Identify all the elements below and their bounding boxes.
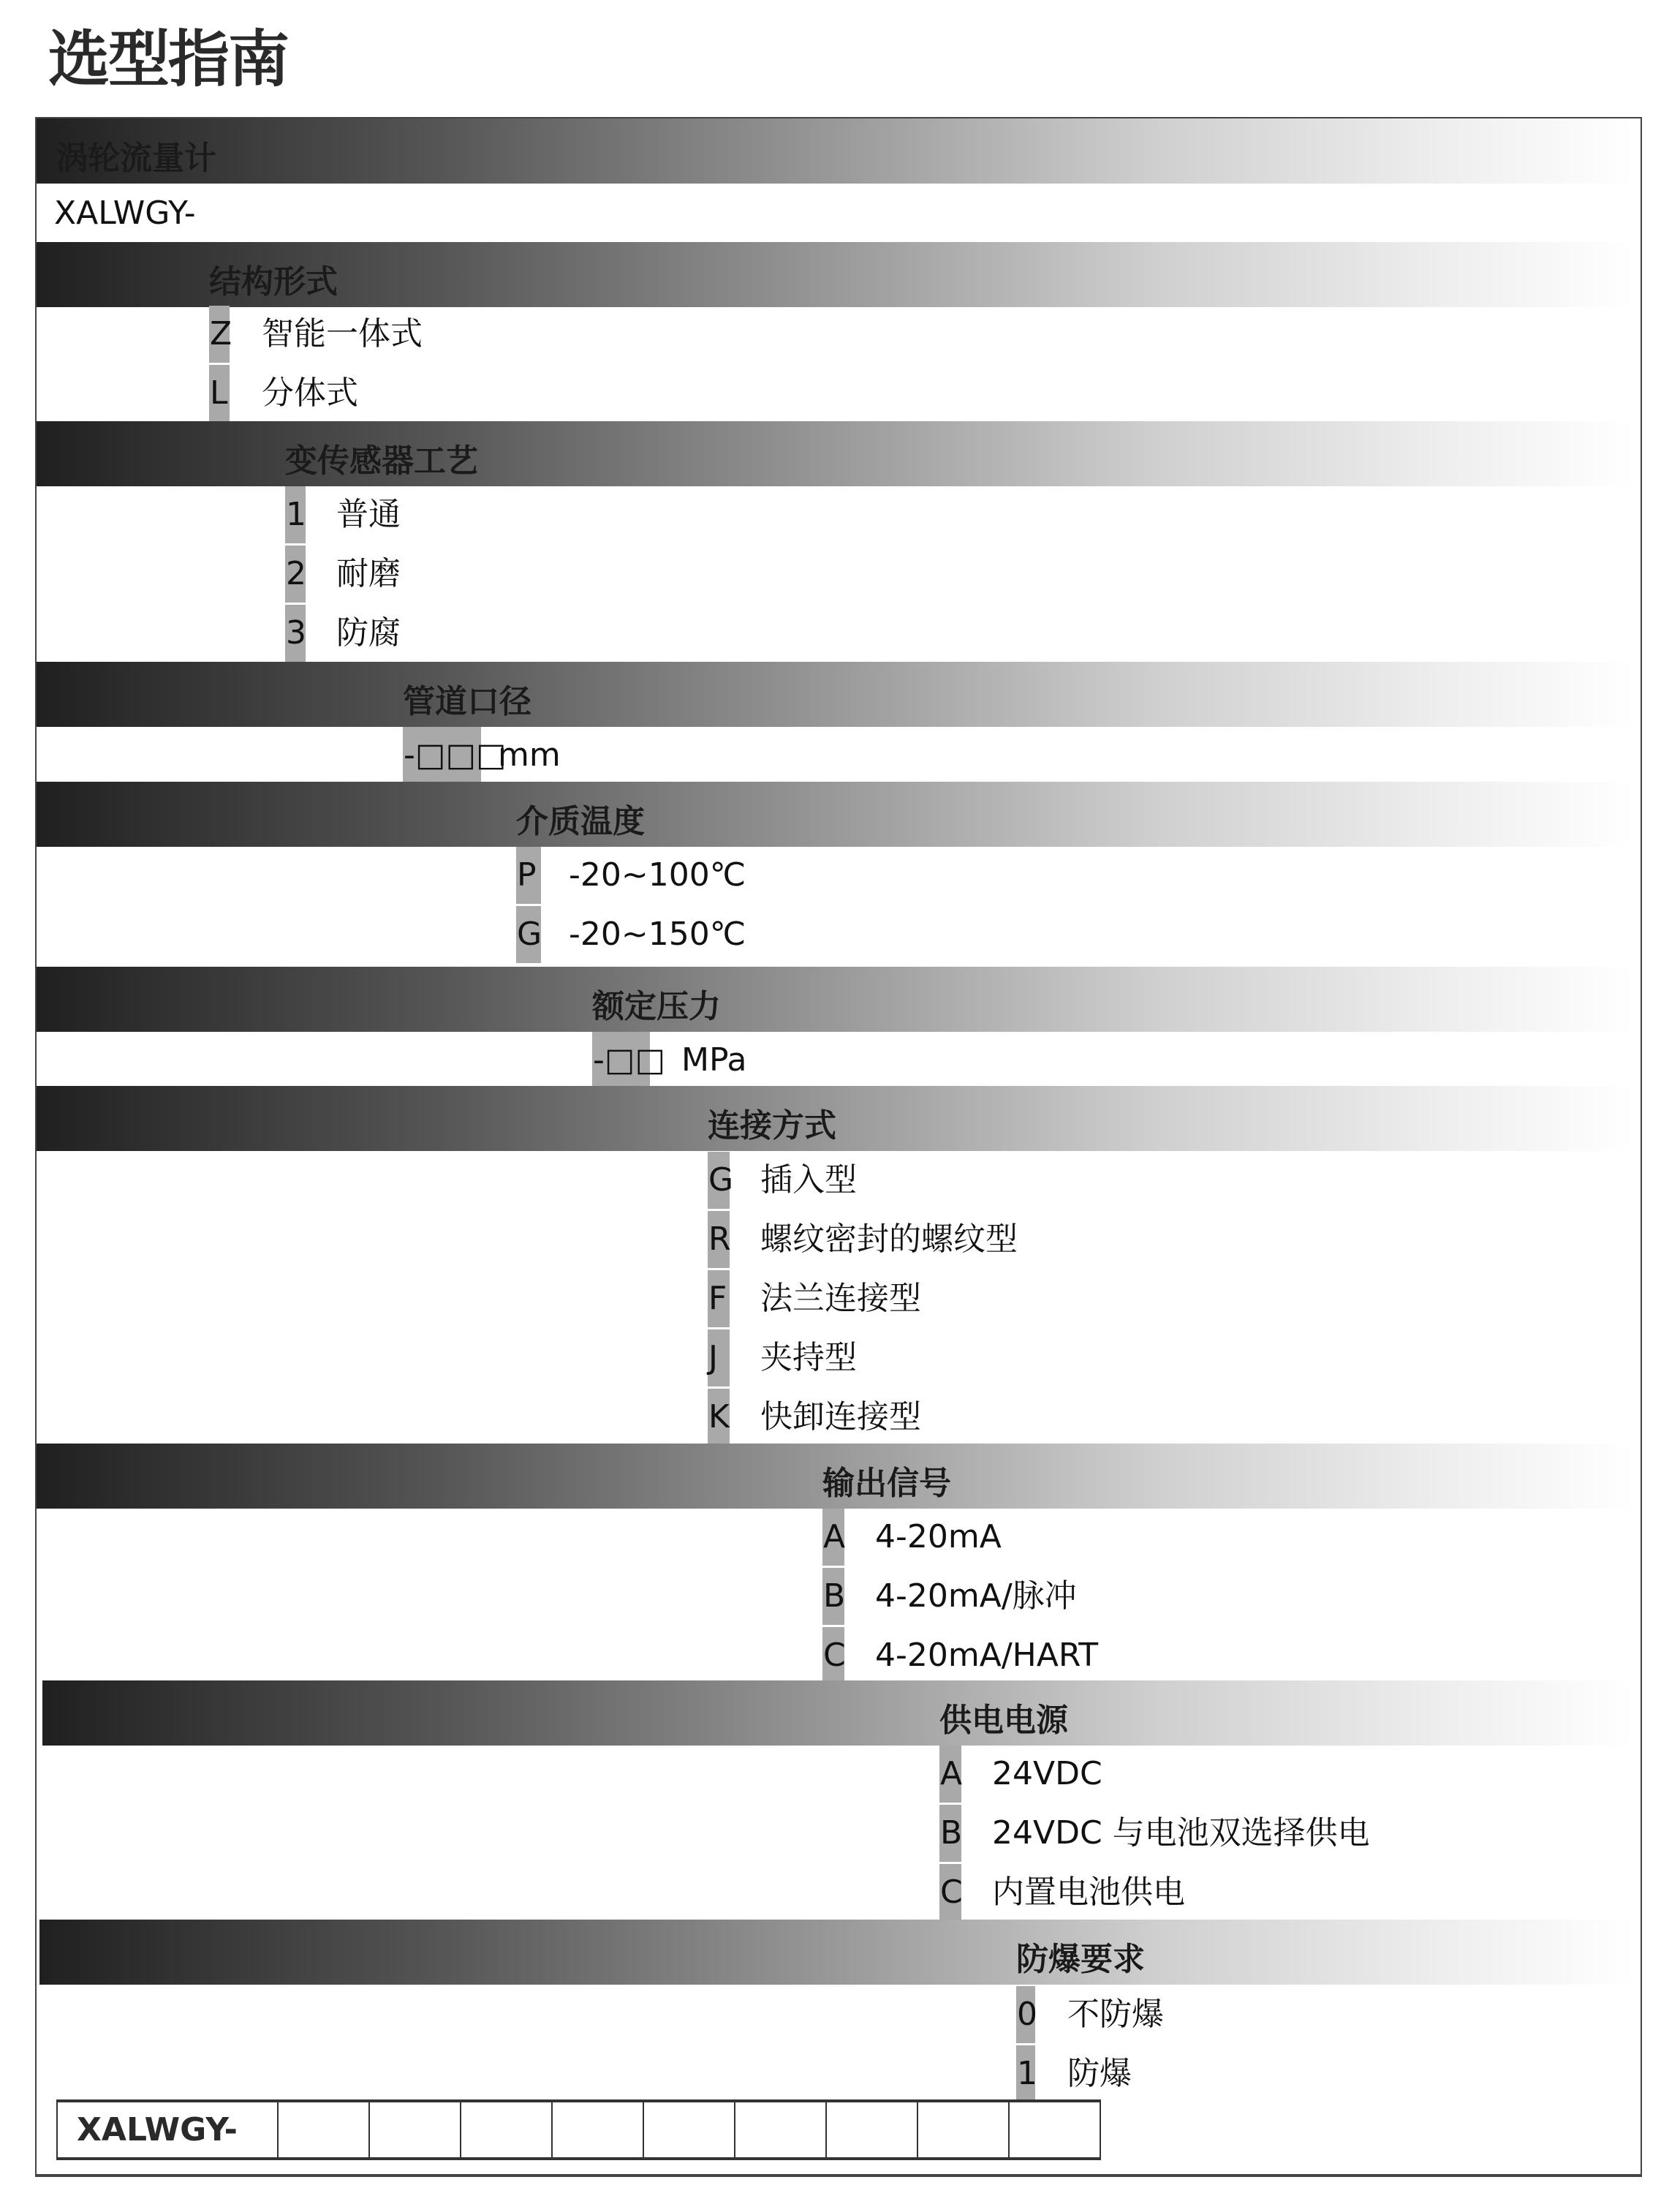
section-header-bar [37,421,1634,486]
option-label: 快卸连接型 [760,1398,921,1435]
order-code-table [56,2099,1101,2160]
option-code-badge: Z [209,306,230,363]
option-row [822,1509,1407,1568]
option-row [822,1568,1407,1627]
section-header-bar [37,1444,1634,1509]
section-header: 结构形式 [209,263,338,301]
option-row [708,1329,1293,1389]
option-label: 24VDC 与电池双选择供电 [992,1814,1370,1852]
order-code-slot [918,2102,1010,2157]
option-label: 4-20mA [875,1518,1002,1555]
option-row [708,1270,1293,1329]
option-row [285,546,870,605]
section-header: 额定压力 [592,988,721,1025]
option-label: 智能一体式 [262,315,423,352]
section-header-bar [37,662,1634,727]
option-label: -20~100℃ [569,856,746,894]
option-code-badge: R [708,1211,730,1268]
option-row [822,1627,1407,1686]
option-code-badge: K [708,1389,730,1446]
option-label: 防腐 [336,614,401,652]
option-row [209,306,794,365]
option-label: 法兰连接型 [760,1280,921,1317]
option-label: 插入型 [760,1161,857,1199]
option-code-badge: -□□ [592,1032,650,1089]
option-row [939,1805,1524,1864]
option-row [516,847,1101,906]
option-label: 防爆 [1067,2055,1132,2092]
option-row [1016,1986,1601,2045]
option-label: 夹持型 [760,1339,857,1376]
option-label: 耐磨 [336,555,401,592]
section-header: 管道口径 [403,683,531,720]
option-row [939,1746,1524,1805]
option-code-badge: -□□□ [403,727,481,784]
option-code-badge: J [708,1329,730,1386]
option-code-badge: 1 [285,486,306,543]
option-label: -20~150℃ [569,916,746,953]
option-row [592,1032,1177,1091]
option-row [939,1864,1524,1923]
order-code-slot [827,2102,918,2157]
section-header-bar [37,1086,1634,1151]
option-label: 内置电池供电 [992,1874,1185,1911]
order-code-slot [461,2102,553,2157]
section-header: 防爆要求 [1016,1941,1145,1978]
section-header-bar [42,1680,1634,1746]
page-title: 选型指南 [48,23,289,95]
option-label: 24VDC [992,1755,1102,1792]
section-header: 输出信号 [822,1465,951,1502]
order-code-prefix: XALWGY- [58,2102,279,2157]
option-row [516,906,1101,965]
section-header: 介质温度 [516,803,645,840]
option-row [708,1152,1293,1211]
product-code: XALWGY- [54,195,196,232]
section-header: 连接方式 [708,1107,836,1144]
option-label: 普通 [336,496,401,533]
option-row [285,486,870,546]
product-name: 涡轮流量计 [56,140,216,177]
option-code-badge: P [516,847,541,904]
order-code-slot [279,2102,370,2157]
option-code-badge: C [939,1864,961,1921]
option-code-badge: F [708,1270,730,1327]
option-row [209,365,794,424]
order-code-slot [370,2102,461,2157]
option-label: MPa [681,1041,747,1079]
option-label: 螺纹密封的螺纹型 [760,1220,1018,1258]
option-code-badge: 2 [285,546,306,603]
section-header: 供电电源 [939,1702,1068,1739]
option-label: mm [498,736,561,774]
option-code-badge: A [939,1746,961,1803]
option-label: 分体式 [262,374,358,412]
option-row [708,1211,1293,1270]
option-row [285,605,870,664]
option-label: 不防爆 [1067,1996,1164,2033]
order-code-slot [553,2102,644,2157]
option-code-badge: B [822,1568,844,1625]
option-code-badge: L [209,365,230,422]
section-header-bar [37,782,1634,847]
option-code-badge: G [708,1152,730,1209]
option-label: 4-20mA/HART [875,1637,1099,1674]
order-code-slot [1010,2102,1101,2157]
option-code-badge: 0 [1016,1986,1035,2043]
option-code-badge: C [822,1627,844,1684]
option-row [1016,2045,1601,2105]
section-header: 变传感器工艺 [285,442,478,480]
section-header-bar [39,1920,1634,1985]
option-code-badge: A [822,1509,844,1566]
option-code-badge: 1 [1016,2045,1035,2102]
section-header-bar [37,967,1634,1032]
option-code-badge: 3 [285,605,306,662]
order-code-slot [644,2102,735,2157]
option-code-badge: G [516,906,541,963]
option-row [403,727,988,786]
option-code-badge: B [939,1805,961,1862]
order-code-slot [735,2102,827,2157]
option-label: 4-20mA/脉冲 [875,1577,1077,1615]
section-header-bar [37,242,1634,307]
option-row [708,1389,1293,1448]
